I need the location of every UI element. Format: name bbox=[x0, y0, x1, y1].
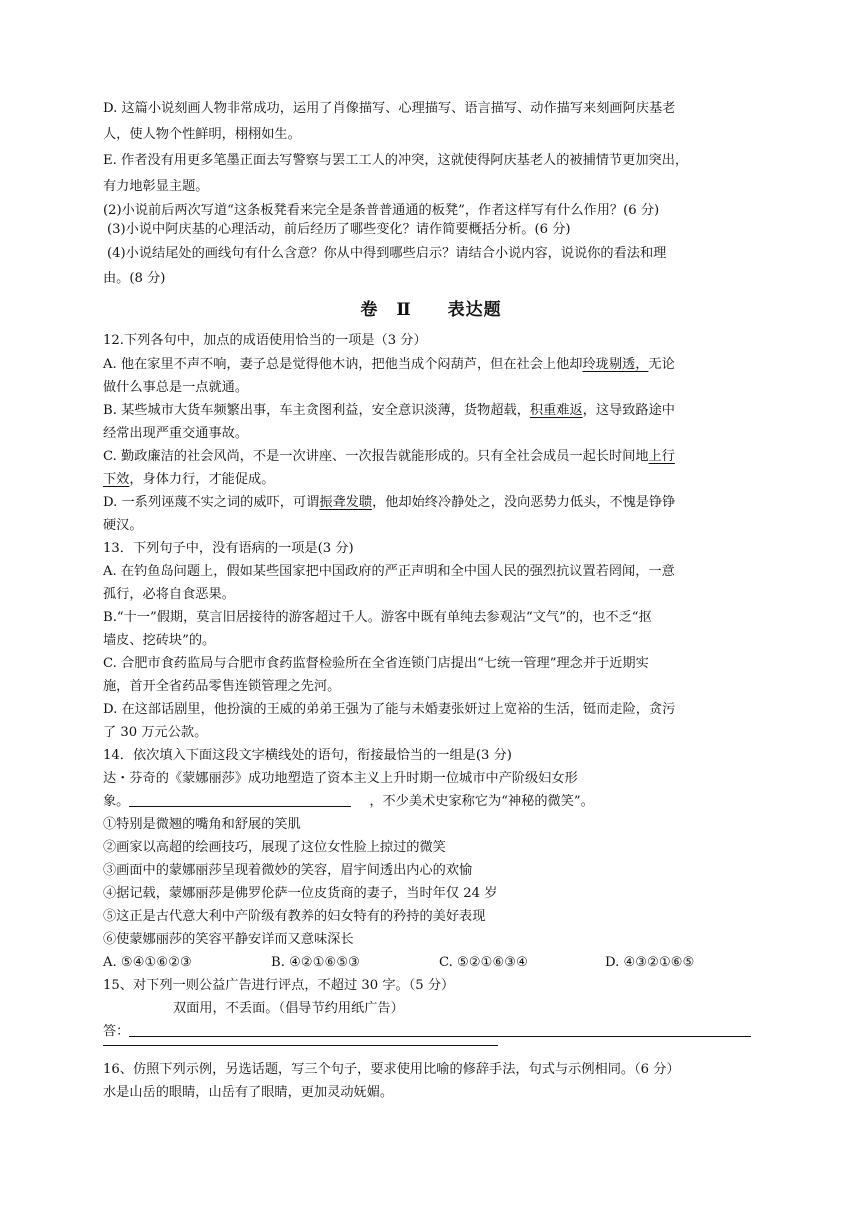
option-d-line1: D. 这篇小说刻画人物非常成功，运用了肖像描写、心理描写、语言描写、动作描写来刻画阿庆基老 bbox=[103, 101, 676, 116]
q12-c-idiom-part2: 下效 bbox=[103, 472, 130, 487]
q14-fill-blank bbox=[129, 792, 351, 807]
q12-c-idiom-part1: 上行 bbox=[648, 449, 675, 464]
q15-ad-text: 双面用，不丢面。（倡导节约用纸广告） bbox=[173, 1001, 404, 1016]
q14-choice-a: A. ⑤④①⑥②③ bbox=[103, 955, 192, 970]
q12-option-b-line2: 经常出现严重交通事故。 bbox=[103, 426, 249, 441]
q16-example: 水是山岳的眼睛，山岳有了眼睛，更加灵动妩媚。 bbox=[103, 1085, 394, 1100]
question-4-line1: (4)小说结尾处的画线句有什么含意？你从中得到哪些启示？请结合小说内容，说说你的看法和理 bbox=[107, 246, 667, 261]
q12-b-text-end: ，这导致路途中 bbox=[582, 403, 675, 418]
option-d-line2: 人，使人物个性鲜明，栩栩如生。 bbox=[103, 127, 301, 142]
q12-d-text: D. 一系列诬蔑不实之词的威吓，可谓 bbox=[103, 495, 320, 510]
q12-option-a-line1 bbox=[103, 355, 675, 375]
q14-item-4: ④据记载，蒙娜丽莎是佛罗伦萨一位皮货商的妻子，当时年仅 24 岁 bbox=[103, 886, 498, 901]
q13-option-c-line1: C. 合肥市食药监局与合肥市食药监督检验所在全省连锁门店提出“七统一管理”理念并于近期实 bbox=[103, 656, 649, 671]
q12-stem: 12.下列各句中，加点的成语使用恰当的一项是（3 分） bbox=[103, 333, 427, 348]
q12-d-text-end: ，他却始终冷静处之，没向恶势力低头，不愧是铮铮 bbox=[372, 495, 676, 510]
q12-option-d-line2: 硬汉。 bbox=[103, 518, 143, 533]
q15-answer-blank-2[interactable] bbox=[103, 1045, 498, 1046]
q13-option-c-line2: 施，首开全省药品零售连锁管理之先河。 bbox=[103, 679, 341, 694]
question-3: (3)小说中阿庆基的心理活动，前后经历了哪些变化？请作简要概括分析。(6 分) bbox=[107, 222, 571, 237]
q13-option-a-line1: A. 在钓鱼岛问题上，假如某些国家把中国政府的严正声明和全中国人民的强烈抗议置若罔闻，一意 bbox=[103, 564, 675, 579]
option-e-line1: E. 作者没有用更多笔墨正面去写警察与罢工工人的冲突，这就使得阿庆基老人的被捕情节更加突出， bbox=[103, 153, 689, 168]
q12-option-d-line1 bbox=[103, 493, 675, 513]
q15-answer-label: 答： bbox=[103, 1024, 130, 1039]
q12-a-text: A. 他在家里不声不响，妻子总是觉得他木讷，把他当成个闷葫芦，但在社会上他却 bbox=[103, 357, 583, 372]
q12-c-text-end: ，身体力行，才能促成。 bbox=[129, 472, 275, 487]
q13-stem: 13．下列句子中，没有语病的一项是(3 分) bbox=[103, 541, 354, 556]
question-2: (2)小说前后两次写道“这条板凳看来完全是条普普通通的板凳”，作者这样写有什么作用？(6 分) bbox=[103, 203, 660, 218]
question-4-line2: 由。(8 分) bbox=[103, 271, 166, 286]
q12-b-idiom: 积重难返 bbox=[529, 403, 583, 418]
q13-option-d-line1: D. 在这部话剧里，他扮演的王威的弟弟王强为了能与未婚妻张妍过上宽裕的生活，铤而走险，贪污 bbox=[103, 702, 676, 717]
q12-option-a-line2: 做什么事总是一点就通。 bbox=[103, 380, 249, 395]
q15-answer-line bbox=[103, 1022, 751, 1042]
q16-stem: 16、仿照下列示例，另选话题，写三个句子，要求使用比喻的修辞手法，句式与示例相同。（6 分） bbox=[103, 1062, 680, 1077]
q14-passage-end: ，不少美术史家称它为“神秘的微笑”。 bbox=[369, 794, 594, 809]
q12-d-idiom: 振聋发聩 bbox=[319, 495, 373, 510]
q14-item-1: ①特别是微翘的嘴角和舒展的笑肌 bbox=[103, 817, 301, 832]
q12-option-c-line1 bbox=[103, 447, 675, 467]
q14-item-2: ②画家以高超的绘画技巧，展现了这位女性脸上掠过的微笑 bbox=[103, 840, 446, 855]
q12-b-text: B. 某些城市大货车频繁出事，车主贪图利益，安全意识淡薄，货物超载， bbox=[103, 403, 530, 418]
q12-a-idiom: 玲珑剔透， bbox=[582, 357, 649, 372]
q14-passage-line2 bbox=[103, 792, 594, 812]
q14-item-6: ⑥使蒙娜丽莎的笑容平静安详而又意味深长 bbox=[103, 932, 354, 947]
section-title: 卷 Ⅱ 表达题 bbox=[360, 300, 502, 320]
q14-stem: 14．依次填入下面这段文字横线处的语句，衔接最恰当的一组是(3 分) bbox=[103, 748, 512, 763]
q14-choices bbox=[103, 953, 694, 973]
q12-option-c-line2 bbox=[103, 470, 274, 490]
q12-option-b-line1 bbox=[103, 401, 675, 421]
q12-a-text-end: 无论 bbox=[648, 357, 675, 372]
q14-item-3: ③画面中的蒙娜丽莎呈现着微妙的笑容，眉宇间透出内心的欢愉 bbox=[103, 863, 473, 878]
q14-passage-start: 象。 bbox=[103, 794, 130, 809]
q15-stem: 15、对下列一则公益广告进行评点，不超过 30 字。（5 分） bbox=[103, 978, 455, 993]
q12-c-text: C. 勤政廉洁的社会风尚，不是一次讲座、一次报告就能形成的。只有全社会成员一起长时间地 bbox=[103, 449, 649, 464]
q14-passage-line1: 达・芬奇的《蒙娜丽莎》成功地塑造了资本主义上升时期一位城市中产阶级妇女形 bbox=[103, 771, 578, 786]
q13-option-b-line2: 墙皮、挖砖块”的。 bbox=[103, 633, 216, 648]
q14-choice-d: D. ④③②①⑥⑤ bbox=[605, 955, 695, 970]
option-e-line2: 有力地彰显主题。 bbox=[103, 179, 209, 194]
q14-item-5: ⑤这正是古代意大利中产阶级有教养的妇女特有的矜持的美好表现 bbox=[103, 909, 486, 924]
q14-choice-c: C. ⑤②①⑥③④ bbox=[439, 955, 528, 970]
q13-option-b-line1: B.“十一”假期，莫言旧居接待的游客超过千人。游客中既有单纯去参观沾“文气”的，也不乏“抠 bbox=[103, 610, 652, 625]
q13-option-d-line2: 了 30 万元公款。 bbox=[103, 725, 208, 740]
q13-option-a-line2: 孤行，必将自食恶果。 bbox=[103, 587, 235, 602]
q14-choice-b: B. ④②①⑥⑤③ bbox=[271, 955, 361, 970]
q15-answer-blank[interactable] bbox=[129, 1022, 751, 1037]
